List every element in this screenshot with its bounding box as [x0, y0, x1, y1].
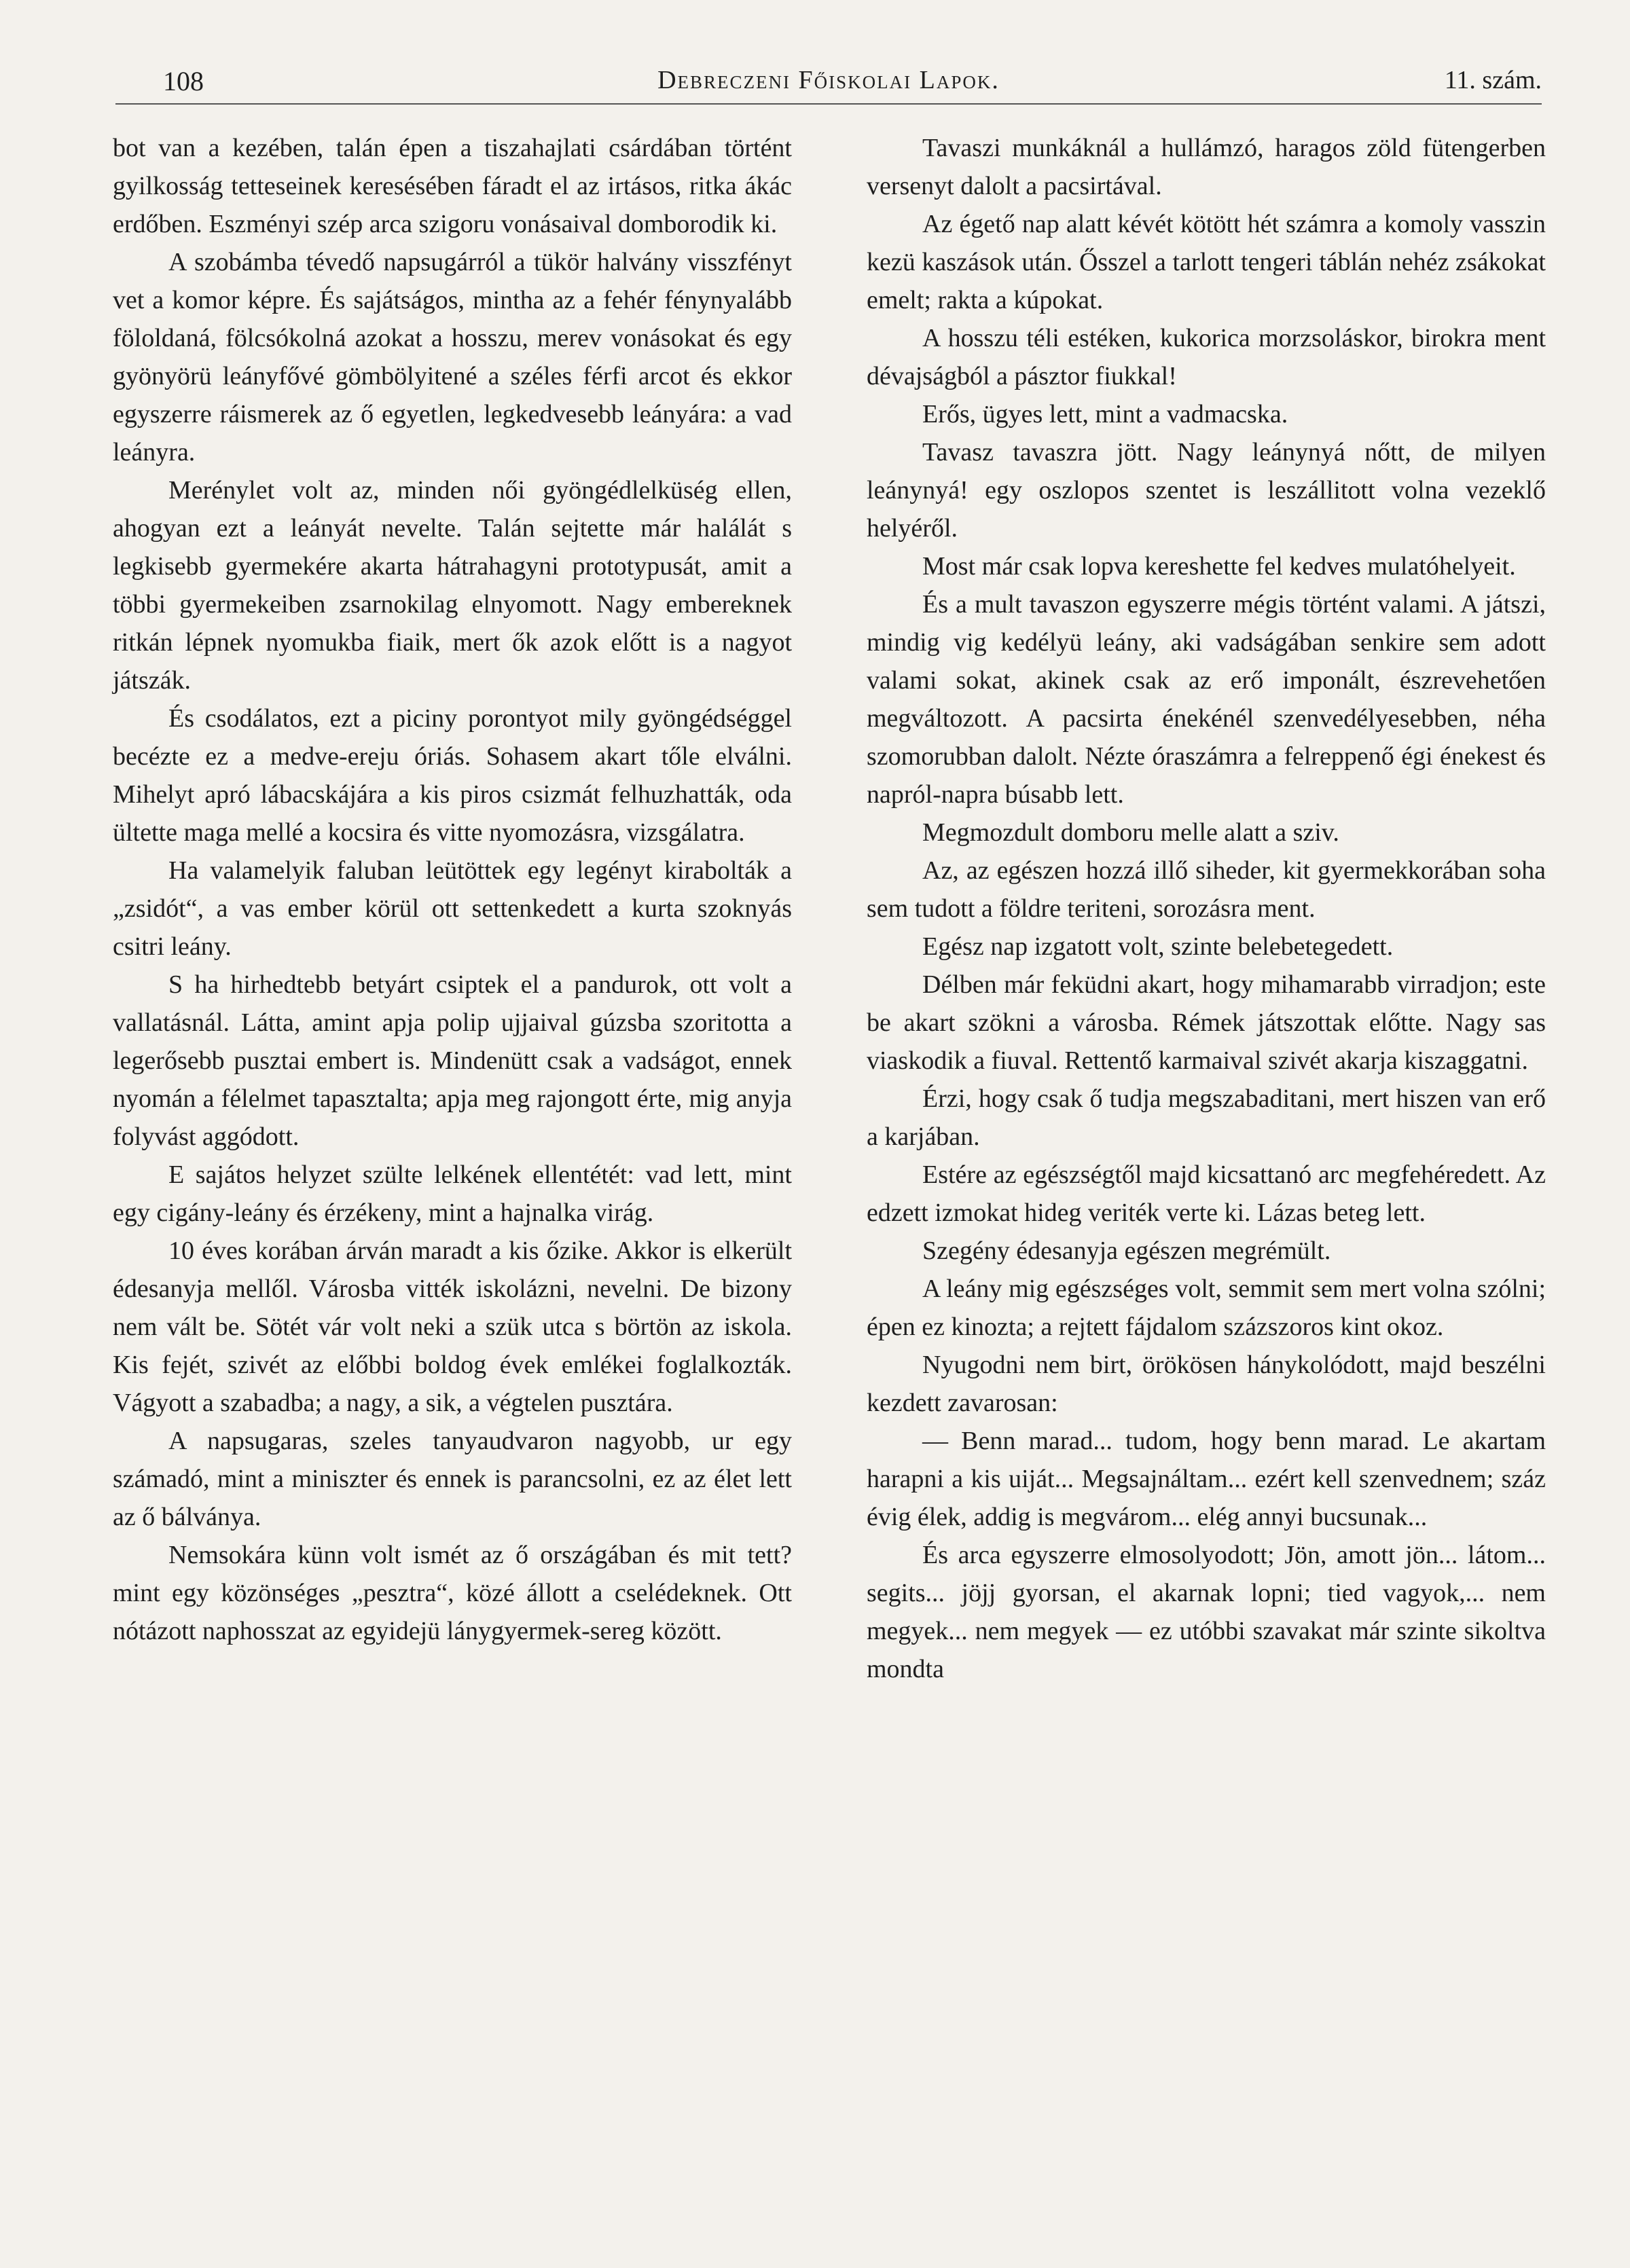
- paragraph: A leány mig egészséges volt, semmit sem mert volna szólni; épen ez kinozta; a rejtett fájdalom százszoros kint okoz.: [867, 1275, 1546, 1341]
- journal-title: Debreczeni Főiskolai Lapok.: [657, 66, 1000, 94]
- paragraph: Nemsokára künn volt ismét az ő országában és mit tett? mint egy közönséges „pesztra“, közé állott a cselédeknek. Ott nótázott naphosszat az egyidejü lánygyermek-sereg között.: [113, 1541, 792, 1645]
- paragraph: A szobámba tévedő napsugárról a tükör halvány visszfényt vet a komor képre. És sajátságos, mintha az a fehér fénynyalább föloldaná, fölcsókolná azokat a hosszu, merev vonásokat és egy gyönyörü leányfővé gömbölyitené a széles férfi arcot és ekkor egyszerre ráismerek az ő egyetlen, legkedvesebb leányára: a vad leányra.: [113, 248, 792, 467]
- paragraph: Egész nap izgatott volt, szinte belebetegedett.: [922, 932, 1394, 961]
- paragraph: Az égető nap alatt kévét kötött hét számra a komoly vasszin kezü kaszások után. Ősszel a tarlott tengeri táblán nehéz zsákokat emelt; rakta a kúpokat.: [867, 210, 1546, 314]
- paragraph: Az, az egészen hozzá illő siheder, kit gyermekkorában soha sem tudott a földre teriteni, sorozásra ment.: [867, 856, 1546, 923]
- paragraph: E sajátos helyzet szülte lelkének ellentétét: vad lett, mint egy cigány-leány és érzékeny, mint a hajnalka virág.: [113, 1160, 792, 1227]
- paragraph: A hosszu téli estéken, kukorica morzsoláskor, birokra ment dévajságból a pásztor fiukkal!: [867, 324, 1546, 390]
- paragraph: És arca egyszerre elmosolyodott; Jön, amott jön... látom... segits... jöjj gyorsan, el akarnak lopni; tied vagyok,... nem megyek... nem megyek — ez utóbbi szavakat már szinte sikoltva mondta: [867, 1541, 1546, 1683]
- paragraph: Érzi, hogy csak ő tudja megszabaditani, mert hiszen van erő a karjában.: [867, 1084, 1546, 1151]
- paragraph: 10 éves korában árván maradt a kis őzike. Akkor is elkerült édesanyja mellől. Városba vitték iskolázni, nevelni. De bizony nem vált be. Sötét vár volt neki a szük utca s börtön az iskola. Kis fejét, szivét az előbbi boldog évek emlékei foglalkozták. Vágyott a szabadba; a nagy, a sik, a végtelen pusztára.: [113, 1237, 792, 1417]
- paragraph: — Benn marad... tudom, hogy benn marad. Le akartam harapni a kis uiját... Megsajnáltam... ezért kell szenvednem; száz évig élek, addig is megvárom... elég annyi bucsunak...: [867, 1427, 1546, 1531]
- paragraph: S ha hirhedtebb betyárt csiptek el a pandurok, ott volt a vallatásnál. Látta, amint apja polip ujjaival gúzsba szoritotta a legerősebb pusztai embert is. Mindenütt csak a vadságot, ennek nyomán a félelmet tapasztalta; apja meg rajongott érte, mig anyja folyvást aggódott.: [113, 970, 792, 1151]
- paragraph: Erős, ügyes lett, mint a vadmacska.: [922, 400, 1288, 428]
- paragraph: bot van a kezében, talán épen a tiszahajlati csárdában történt gyilkosság tetteseinek keresésében fáradt el az irtásos, ritka ákác erdőben. Eszményi szép arca szigoru vonásaival domborodik ki.: [113, 134, 792, 238]
- paragraph: És a mult tavaszon egyszerre mégis történt valami. A játszi, mindig vig kedélyü leány, aki vadságában senkire sem adott valami sokat, akinek csak az erő imponált, észrevehetően megváltozott. A pacsirta énekénél szenvedélyesebben, néha szomorubban dalolt. Nézte óraszámra a felreppenő égi énekest és napról-napra búsabb lett.: [867, 590, 1546, 809]
- paragraph: Most már csak lopva kereshette fel kedves mulatóhelyeit.: [922, 552, 1516, 581]
- paragraph: Tavaszi munkáknál a hullámzó, haragos zöld fütengerben versenyt dalolt a pacsirtával.: [867, 134, 1546, 200]
- paragraph: A napsugaras, szeles tanyaudvaron nagyobb, ur egy számadó, mint a miniszter és ennek is parancsolni, ez az élet lett az ő bálványa.: [113, 1427, 792, 1531]
- left-column: [113, 129, 792, 1650]
- issue-number: 11. szám.: [1444, 66, 1542, 94]
- paragraph: Szegény édesanyja egészen megrémült.: [922, 1237, 1331, 1265]
- paragraph: Ha valamelyik faluban leütöttek egy legényt kirabolták a „zsidót“, a vas ember körül ott settenkedett a kurta szoknyás csitri leány.: [113, 856, 792, 961]
- paragraph: Nyugodni nem birt, örökösen hánykolódott, majd beszélni kezdett zavarosan:: [867, 1351, 1546, 1417]
- paragraph: Estére az egészségtől majd kicsattanó arc megfehéredett. Az edzett izmokat hideg veriték verte ki. Lázas beteg lett.: [867, 1160, 1546, 1227]
- paragraph: Tavasz tavaszra jött. Nagy leánynyá nőtt, de milyen leánynyá! egy oszlopos szentet is leszállitott volna vezeklő helyéről.: [867, 438, 1546, 543]
- page-header: [115, 65, 1542, 105]
- paragraph: És csodálatos, ezt a piciny porontyot mily gyöngédséggel becézte ez a medve-ereju óriás. Sohasem akart tőle elválni. Mihelyt apró lábacskájára a kis piros csizmát felhuzhatták, oda ültette maga mellé a kocsira és vitte nyomozásra, vizsgálatra.: [113, 704, 792, 847]
- right-column: [867, 129, 1546, 1688]
- paragraph: Merénylet volt az, minden női gyöngédlelküség ellen, ahogyan ezt a leányát nevelte. Talán sejtette már halálát s legkisebb gyermekére akarta hátrahagyni prototypusát, amit a többi gyermekeiben zsarnokilag elnyomott. Nagy embereknek ritkán lépnek nyomukba fiaik, mert ők azok előtt is a nagyot játszák.: [113, 476, 792, 695]
- paragraph: Megmozdult domboru melle alatt a sziv.: [922, 818, 1339, 847]
- page-number: 108: [163, 66, 204, 96]
- paragraph: Délben már feküdni akart, hogy mihamarabb virradjon; este be akart szökni a városba. Rémek játszottak előtte. Nagy sas viaskodik a fiuval. Rettentő karmaival szivét akarja kiszaggatni.: [867, 970, 1546, 1075]
